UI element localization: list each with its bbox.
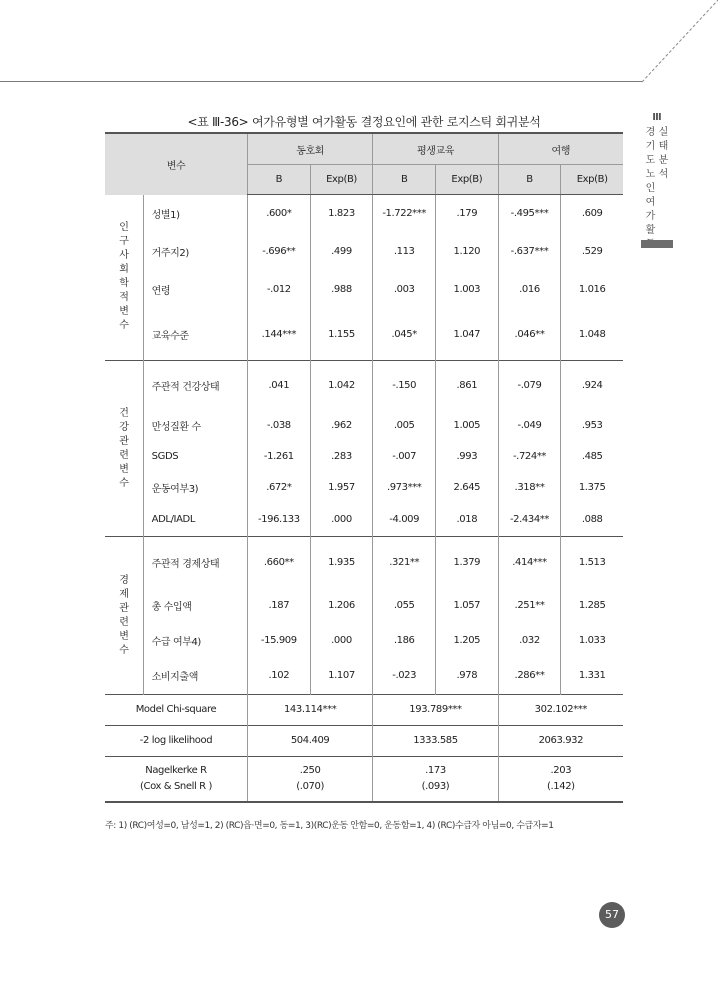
section-label-text: 경제관련변수 bbox=[119, 574, 129, 656]
variable-name: 만성질환 수 bbox=[143, 411, 247, 441]
coef-b: .186 bbox=[373, 624, 436, 657]
coef-expb: 1.033 bbox=[561, 624, 623, 657]
stat-value: 1333.585 bbox=[373, 726, 498, 757]
coef-expb: 1.285 bbox=[561, 588, 623, 624]
variable-name: 연령 bbox=[143, 271, 247, 309]
coef-b: .045* bbox=[373, 309, 436, 361]
coef-expb: 1.331 bbox=[561, 657, 623, 695]
table-row bbox=[105, 271, 623, 309]
coef-b: .251** bbox=[498, 588, 561, 624]
coef-b: .973*** bbox=[373, 472, 436, 503]
stat-row bbox=[105, 757, 623, 802]
chapter-title-col2: 실태분석 bbox=[658, 127, 669, 180]
coef-expb: .000 bbox=[310, 624, 373, 657]
chapter-roman: Ⅲ bbox=[652, 112, 662, 123]
chapter-side-text bbox=[641, 112, 673, 252]
stat-row bbox=[105, 726, 623, 757]
header-sub: Exp(B) bbox=[561, 165, 623, 195]
coef-b: -.038 bbox=[247, 411, 310, 441]
table-row bbox=[105, 361, 623, 411]
header-sub: B bbox=[498, 165, 561, 195]
variable-name: 교육수준 bbox=[143, 309, 247, 361]
chapter-side-tab bbox=[641, 112, 673, 240]
header-rule bbox=[0, 81, 642, 82]
coef-expb: .283 bbox=[310, 441, 373, 472]
coef-expb: .018 bbox=[436, 503, 499, 537]
coef-b: .286** bbox=[498, 657, 561, 695]
table-row bbox=[105, 588, 623, 624]
stat-value: 2063.932 bbox=[498, 726, 623, 757]
header-sub: B bbox=[373, 165, 436, 195]
variable-name: 수급 여부4) bbox=[143, 624, 247, 657]
table-row bbox=[105, 195, 623, 233]
stat-label: Nagelkerke R (Cox & Snell R ) bbox=[105, 757, 247, 802]
coef-b: -.079 bbox=[498, 361, 561, 411]
coef-b: .600* bbox=[247, 195, 310, 233]
coef-expb: .179 bbox=[436, 195, 499, 233]
coef-expb: 1.379 bbox=[436, 537, 499, 588]
variable-name: 주관적 건강상태 bbox=[143, 361, 247, 411]
coef-b: .016 bbox=[498, 271, 561, 309]
coef-expb: 1.205 bbox=[436, 624, 499, 657]
coef-b: -.012 bbox=[247, 271, 310, 309]
variable-name: SGDS bbox=[143, 441, 247, 472]
coef-b: -196.133 bbox=[247, 503, 310, 537]
section-label-text: 건강관련변수 bbox=[119, 407, 129, 489]
coef-expb: .861 bbox=[436, 361, 499, 411]
table-note: 주: 1) (RC)여성=0, 남성=1, 2) (RC)읍·면=0, 동=1, 3)(RC)운동 안함=0, 운동함=1, 4) (RC)수급자 아님=0, 수급자=1 bbox=[105, 821, 554, 831]
coef-expb: 1.047 bbox=[436, 309, 499, 361]
section-label bbox=[105, 195, 143, 361]
coef-b: .003 bbox=[373, 271, 436, 309]
variable-name: 운동여부3) bbox=[143, 472, 247, 503]
stat-value: 302.102*** bbox=[498, 695, 623, 726]
coef-b: -.724** bbox=[498, 441, 561, 472]
variable-name: 총 수입액 bbox=[143, 588, 247, 624]
table-row bbox=[105, 441, 623, 472]
coef-expb: 1.005 bbox=[436, 411, 499, 441]
coef-expb: .924 bbox=[561, 361, 623, 411]
coef-expb: .988 bbox=[310, 271, 373, 309]
header-variable: 변수 bbox=[105, 133, 247, 195]
table-row bbox=[105, 309, 623, 361]
coef-expb: 1.057 bbox=[436, 588, 499, 624]
table-row bbox=[105, 657, 623, 695]
coef-expb: .993 bbox=[436, 441, 499, 472]
table-body bbox=[105, 195, 623, 802]
coef-expb: .529 bbox=[561, 233, 623, 271]
coef-b: -.023 bbox=[373, 657, 436, 695]
coef-b: .032 bbox=[498, 624, 561, 657]
coef-expb: .978 bbox=[436, 657, 499, 695]
table-row bbox=[105, 233, 623, 271]
stat-value: .250 (.070) bbox=[247, 757, 372, 802]
table-row bbox=[105, 624, 623, 657]
header-sub: Exp(B) bbox=[310, 165, 373, 195]
chapter-title-col1: 경기도 노인여가활 bbox=[645, 127, 656, 236]
header-group: 여행 bbox=[498, 133, 623, 165]
coef-b: -.637*** bbox=[498, 233, 561, 271]
stat-value: .173 (.093) bbox=[373, 757, 498, 802]
coef-expb: 2.645 bbox=[436, 472, 499, 503]
header-group: 동호회 bbox=[247, 133, 372, 165]
coef-b: .318** bbox=[498, 472, 561, 503]
coef-b: .321** bbox=[373, 537, 436, 588]
header-sub: Exp(B) bbox=[436, 165, 499, 195]
coef-b: -.150 bbox=[373, 361, 436, 411]
coef-expb: 1.375 bbox=[561, 472, 623, 503]
section-label bbox=[105, 537, 143, 695]
stat-value: 504.409 bbox=[247, 726, 372, 757]
coef-b: .144*** bbox=[247, 309, 310, 361]
coef-b: .660** bbox=[247, 537, 310, 588]
coef-b: .113 bbox=[373, 233, 436, 271]
variable-name: 소비지출액 bbox=[143, 657, 247, 695]
table-row bbox=[105, 472, 623, 503]
coef-b: -.696** bbox=[247, 233, 310, 271]
stat-row bbox=[105, 695, 623, 726]
coef-expb: 1.155 bbox=[310, 309, 373, 361]
table-caption: <표 Ⅲ-36> 여가유형별 여가활동 결정요인에 관한 로지스틱 회귀분석 bbox=[187, 115, 541, 129]
coef-b: .046** bbox=[498, 309, 561, 361]
coef-b: .005 bbox=[373, 411, 436, 441]
coef-b: .672* bbox=[247, 472, 310, 503]
regression-table bbox=[105, 132, 623, 803]
coef-b: -4.009 bbox=[373, 503, 436, 537]
coef-expb: .962 bbox=[310, 411, 373, 441]
variable-name: 주관적 경제상태 bbox=[143, 537, 247, 588]
table-row bbox=[105, 411, 623, 441]
coef-b: .414*** bbox=[498, 537, 561, 588]
coef-b: -2.434** bbox=[498, 503, 561, 537]
coef-b: -.495*** bbox=[498, 195, 561, 233]
stat-label: -2 log likelihood bbox=[105, 726, 247, 757]
coef-b: -.007 bbox=[373, 441, 436, 472]
corner-decoration bbox=[630, 0, 718, 90]
variable-name: ADL/IADL bbox=[143, 503, 247, 537]
section-label-text: 인구사회학적변수 bbox=[119, 222, 129, 332]
coef-b: -.049 bbox=[498, 411, 561, 441]
coef-expb: 1.016 bbox=[561, 271, 623, 309]
coef-expb: 1.935 bbox=[310, 537, 373, 588]
coef-expb: 1.003 bbox=[436, 271, 499, 309]
variable-name: 성별1) bbox=[143, 195, 247, 233]
coef-expb: 1.042 bbox=[310, 361, 373, 411]
page-number: 57 bbox=[599, 902, 625, 928]
coef-expb: .499 bbox=[310, 233, 373, 271]
coef-b: .041 bbox=[247, 361, 310, 411]
coef-expb: .088 bbox=[561, 503, 623, 537]
stat-value: 143.114*** bbox=[247, 695, 372, 726]
coef-b: -1.722*** bbox=[373, 195, 436, 233]
coef-expb: 1.513 bbox=[561, 537, 623, 588]
coef-b: -15.909 bbox=[247, 624, 310, 657]
coef-expb: 1.957 bbox=[310, 472, 373, 503]
table-row bbox=[105, 503, 623, 537]
stat-value: .203 (.142) bbox=[498, 757, 623, 802]
stat-value: 193.789*** bbox=[373, 695, 498, 726]
coef-b: .055 bbox=[373, 588, 436, 624]
header-sub: B bbox=[247, 165, 310, 195]
coef-expb: .953 bbox=[561, 411, 623, 441]
coef-expb: 1.823 bbox=[310, 195, 373, 233]
coef-expb: 1.120 bbox=[436, 233, 499, 271]
coef-expb: 1.107 bbox=[310, 657, 373, 695]
stat-label: Model Chi-square bbox=[105, 695, 247, 726]
header-group: 평생교육 bbox=[373, 133, 498, 165]
table-row bbox=[105, 537, 623, 588]
coef-b: -1.261 bbox=[247, 441, 310, 472]
section-label bbox=[105, 361, 143, 537]
coef-expb: .000 bbox=[310, 503, 373, 537]
coef-b: .102 bbox=[247, 657, 310, 695]
coef-expb: 1.048 bbox=[561, 309, 623, 361]
chapter-tab-bar bbox=[641, 240, 673, 248]
coef-b: .187 bbox=[247, 588, 310, 624]
variable-name: 거주지2) bbox=[143, 233, 247, 271]
coef-expb: .485 bbox=[561, 441, 623, 472]
coef-expb: .609 bbox=[561, 195, 623, 233]
coef-expb: 1.206 bbox=[310, 588, 373, 624]
